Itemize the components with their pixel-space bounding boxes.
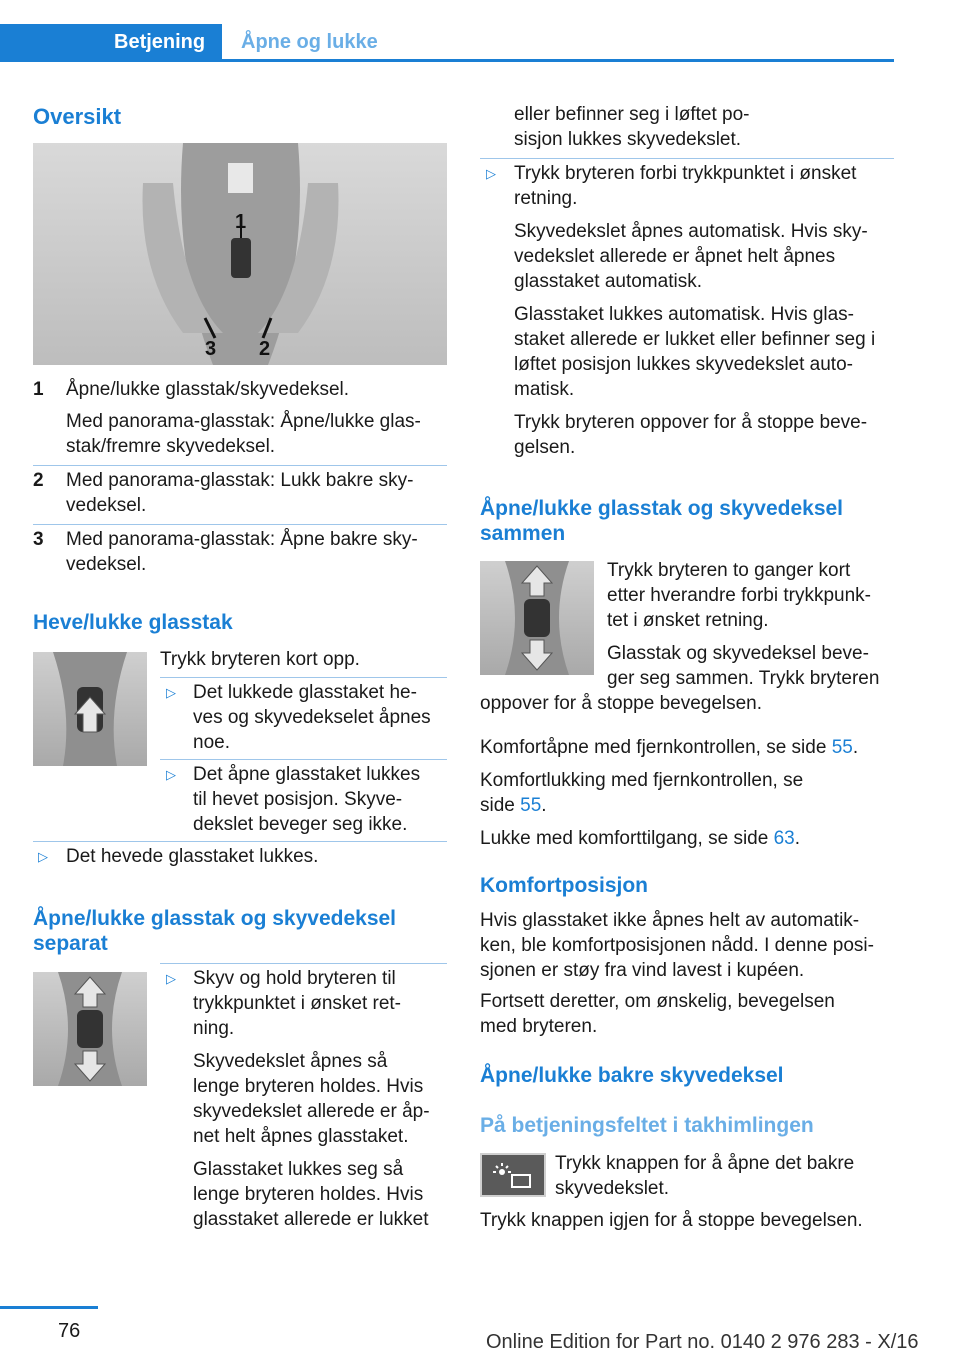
footer-rule [0, 1306, 98, 1309]
paragraph-line: matisk. [514, 379, 575, 400]
item-number: 2 [33, 470, 44, 491]
section-subtitle-rear: På betjeningsfeltet i takhimlingen [480, 1114, 814, 1137]
item-text: Med panorama-glasstak: Åpne/lukke glas- [66, 411, 421, 432]
switch-image-separate [33, 972, 147, 1086]
bullet-triangle-icon: ▷ [486, 166, 496, 181]
bullet-triangle-icon: ▷ [38, 849, 48, 864]
footer-edition: Online Edition for Part no. 0140 2 976 283 - X/16 [486, 1331, 919, 1353]
paragraph-line: skyvedekslet. [555, 1178, 670, 1199]
reference-line: side 55. [480, 795, 547, 816]
paragraph-line: Hvis glasstaket ikke åpnes helt av automatik- [480, 910, 860, 931]
section-title-together-2: sammen [480, 522, 566, 545]
raise-intro: Trykk bryteren kort opp. [160, 649, 360, 670]
bullet-text: dekslet beveger seg ikke. [193, 814, 408, 835]
reference-line: Komfortlukking med fjernkontrollen, se [480, 770, 804, 791]
paragraph-line: Glasstak og skyvedeksel beve- [607, 643, 869, 664]
bullet-text: Det åpne glasstaket lukkes [193, 764, 421, 785]
page-link-63[interactable]: 63 [773, 828, 795, 849]
switch-illustration [33, 972, 147, 1086]
sunshade-icon [482, 1155, 544, 1195]
paragraph-line: ger seg sammen. Trykk bryteren [607, 668, 880, 689]
paragraph-line: Glasstaket lukkes seg så [193, 1159, 404, 1180]
paragraph-line: Skyvedekslet åpnes så [193, 1051, 388, 1072]
item-text: Med panorama-glasstak: Lukk bakre sky- [66, 470, 414, 491]
section-title-separate-1: Åpne/lukke glasstak og skyvedeksel [33, 907, 397, 930]
paragraph-line: tet i ønsket retning. [607, 610, 769, 631]
paragraph-line: Trykk knappen igjen for å stoppe bevegelsen. [480, 1210, 863, 1231]
bullet-text: ves og skyvedekselet åpnes [193, 707, 431, 728]
switch-image-together [480, 561, 594, 675]
overview-image [33, 143, 447, 365]
paragraph-line: glasstaket automatisk. [514, 271, 702, 292]
item-text: stak/fremre skyvedeksel. [66, 436, 276, 457]
paragraph-line: Trykk knappen for å åpne det bakre [555, 1153, 855, 1174]
paragraph-line: vedekslet allerede er åpnet helt åpnes [514, 246, 836, 267]
paragraph-line: etter hverandre forbi trykkpunk- [607, 585, 872, 606]
divider [160, 963, 447, 964]
section-title-comfort: Komfortposisjon [480, 874, 648, 897]
paragraph-line: sisjon lukkes skyvedekslet. [514, 129, 742, 150]
callout-2: 2 [259, 338, 271, 360]
item-text: Med panorama-glasstak: Åpne bakre sky- [66, 529, 418, 550]
divider [33, 841, 447, 842]
item-text: vedeksel. [66, 554, 147, 575]
paragraph-line: Skyvedekslet åpnes automatisk. Hvis sky- [514, 221, 868, 242]
bullet-triangle-icon: ▷ [166, 767, 176, 782]
item-number: 1 [33, 379, 44, 400]
paragraph-line: net helt åpnes glasstaket. [193, 1126, 409, 1147]
divider [160, 677, 447, 678]
bullet-text: retning. [514, 188, 578, 209]
callout-3: 3 [205, 338, 217, 360]
bullet-triangle-icon: ▷ [166, 971, 176, 986]
paragraph-line: staket allerede er lukket eller befinner seg i [514, 329, 876, 350]
callout-1: 1 [235, 211, 247, 233]
reference-line: Lukke med komforttilgang, se side 63. [480, 828, 801, 849]
page-link-55[interactable]: 55 [520, 795, 542, 816]
overhead-console-illustration [33, 143, 447, 365]
item-text: vedeksel. [66, 495, 147, 516]
bullet-text: Trykk bryteren forbi trykkpunktet i ønsket [514, 163, 857, 184]
bullet-text: Det hevede glasstaket lukkes. [66, 846, 319, 867]
item-number: 3 [33, 529, 44, 550]
header-section-label: Betjening [114, 31, 206, 53]
rear-sunshade-button-icon [480, 1153, 546, 1197]
bullet-text: trykkpunktet i ønsket ret- [193, 993, 402, 1014]
bullet-text: ning. [193, 1018, 235, 1039]
switch-illustration [480, 561, 594, 675]
section-title-raise: Heve/lukke glasstak [33, 611, 233, 634]
section-title-together-1: Åpne/lukke glasstak og skyvedeksel [480, 497, 844, 520]
bullet-text: til hevet posisjon. Skyve- [193, 789, 403, 810]
reference-line: Komfortåpne med fjernkontrollen, se side 55. [480, 737, 859, 758]
paragraph-line: skyvedekslet allerede er åp- [193, 1101, 430, 1122]
page-link-55[interactable]: 55 [831, 737, 853, 758]
section-title-separate-2: separat [33, 932, 108, 955]
divider [33, 524, 447, 525]
page-number: 76 [58, 1320, 81, 1342]
paragraph-line: Fortsett deretter, om ønskelig, bevegelsen [480, 991, 835, 1012]
header-section-tab [0, 24, 222, 62]
paragraph-line: sjonen er støy fra vind lavest i kupéen. [480, 960, 805, 981]
paragraph-line: Trykk bryteren to ganger kort [607, 560, 851, 581]
paragraph-line: Glasstaket lukkes automatisk. Hvis glas- [514, 304, 855, 325]
overview-title: Oversikt [33, 104, 122, 129]
header-rule [222, 59, 894, 62]
divider [160, 759, 447, 760]
paragraph-line: løftet posisjon lukkes skyvedekslet auto- [514, 354, 853, 375]
bullet-text: Det lukkede glasstaket he- [193, 682, 417, 703]
paragraph-line: med bryteren. [480, 1016, 598, 1037]
paragraph-line: Trykk bryteren oppover for å stoppe beve- [514, 412, 868, 433]
bullet-text: Skyv og hold bryteren til [193, 968, 396, 989]
divider [480, 158, 894, 159]
bullet-triangle-icon: ▷ [166, 685, 176, 700]
bullet-text: noe. [193, 732, 230, 753]
paragraph-line: eller befinner seg i løftet po- [514, 104, 750, 125]
header-subsection-label: Åpne og lukke [241, 31, 378, 53]
paragraph-line: ken, ble komfortposisjonen nådd. I denne posi- [480, 935, 874, 956]
divider [33, 465, 447, 466]
paragraph-line: lenge bryteren holdes. Hvis [193, 1076, 424, 1097]
paragraph-line: gelsen. [514, 437, 576, 458]
switch-image-raise [33, 652, 147, 766]
section-title-rear: Åpne/lukke bakre skyvedeksel [480, 1064, 784, 1087]
paragraph-line: lenge bryteren holdes. Hvis [193, 1184, 424, 1205]
switch-illustration [33, 652, 147, 766]
paragraph-line: glasstaket allerede er lukket [193, 1209, 429, 1230]
item-text: Åpne/lukke glasstak/skyvedeksel. [66, 379, 350, 400]
paragraph-line: oppover for å stoppe bevegelsen. [480, 693, 763, 714]
